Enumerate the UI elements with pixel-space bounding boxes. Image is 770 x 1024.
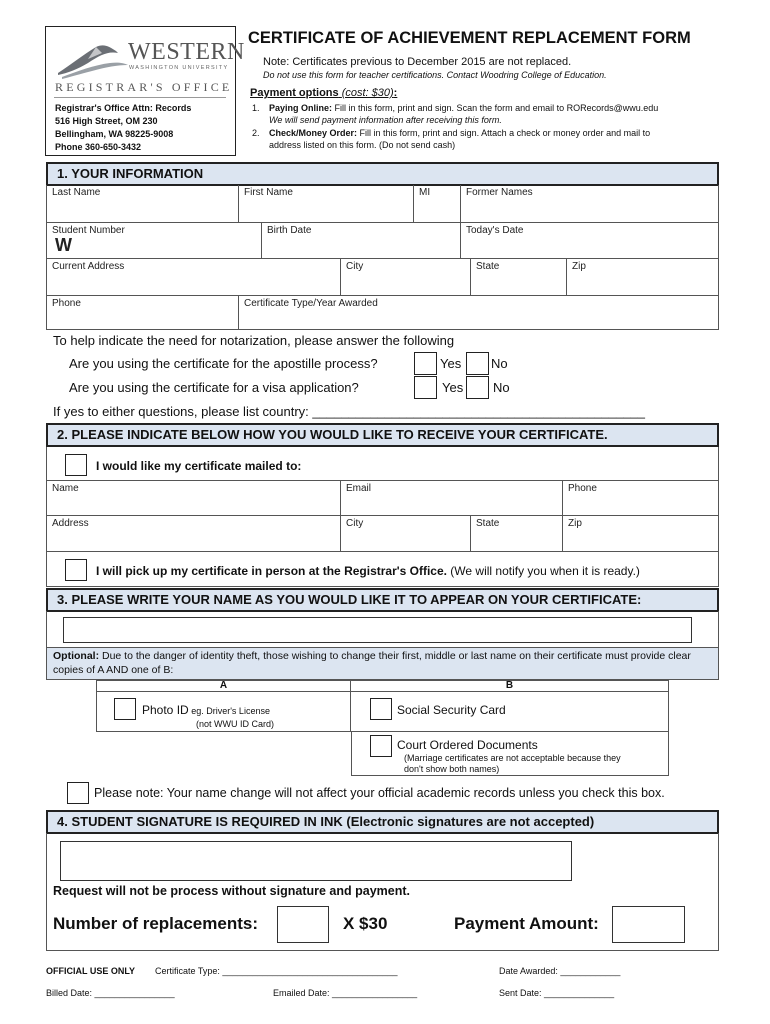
- mail-state-field[interactable]: [471, 516, 563, 552]
- address-line-4: Phone 360-650-3432: [55, 142, 142, 152]
- zip-field[interactable]: [567, 259, 719, 296]
- student-number-prefix: W: [55, 235, 72, 255]
- mail-city-field[interactable]: [341, 516, 471, 552]
- mailed-checkbox[interactable]: [65, 454, 87, 476]
- payment-amount-label: Payment Amount:: [454, 914, 599, 933]
- section1-header: 1. YOUR INFORMATION: [46, 162, 719, 186]
- times-price: X $30: [343, 914, 388, 933]
- num-replacements-input[interactable]: [277, 906, 329, 943]
- last-name-label: Last Name: [52, 187, 101, 198]
- apostille-no-checkbox[interactable]: [466, 352, 489, 375]
- pay1-number: 1.: [252, 103, 260, 113]
- apostille-yes-checkbox[interactable]: [414, 352, 437, 375]
- signature-box[interactable]: [60, 841, 572, 881]
- student-number-field[interactable]: [47, 223, 262, 259]
- photo-id-note: (not WWU ID Card): [196, 719, 275, 729]
- address-line-3: Bellingham, WA 98225-9008: [55, 129, 174, 139]
- address-line-1: Registrar's Office Attn: Records: [55, 103, 192, 113]
- court-docs-checkbox[interactable]: [370, 735, 392, 757]
- form-title: CERTIFICATE OF ACHIEVEMENT REPLACEMENT FORM: [248, 29, 691, 47]
- mail-zip-label: Zip: [568, 518, 582, 529]
- court-docs-note-2: don't show both names): [404, 764, 500, 774]
- current-address-field[interactable]: [47, 259, 341, 296]
- apostille-no-label: No: [491, 356, 508, 371]
- cert-type-label: Certificate Type/Year Awarded: [244, 298, 378, 309]
- pickup-note: (We will notify you when it is ready.): [446, 564, 640, 578]
- form-note: Note: Certificates previous to December 2015 are not replaced.: [263, 56, 572, 68]
- former-names-field[interactable]: [461, 185, 719, 223]
- pay2-bold: Check/Money Order:: [269, 128, 358, 138]
- pay1-text: Fill in this form, print and sign. Scan the form and email to RORecords@wwu.edu: [332, 103, 659, 113]
- registrar-address: [55, 102, 191, 154]
- please-note-text: Please note: Your name change will not affect your official academic records unless you check this box.: [94, 786, 665, 800]
- payment-options-heading: [250, 87, 397, 99]
- last-name-field[interactable]: [47, 185, 239, 223]
- city-label: City: [346, 261, 364, 272]
- mail-state-label: State: [476, 518, 500, 529]
- mail-address-label: Address: [52, 518, 89, 529]
- pickup-label: [96, 564, 640, 578]
- first-name-label: First Name: [244, 187, 293, 198]
- mail-email-field[interactable]: [341, 480, 563, 516]
- official-sent-date: Sent Date: ______________: [499, 988, 615, 998]
- ssc-checkbox[interactable]: [370, 698, 392, 720]
- logo-name: WESTERN: [128, 39, 245, 65]
- photo-id-small: eg. Driver's License: [188, 706, 270, 716]
- pay2-text: Fill in this form, print and sign. Attach a check or money order and mail to: [357, 128, 651, 138]
- official-date-awarded: Date Awarded: ____________: [499, 966, 621, 976]
- section3-header: 3. PLEASE WRITE YOUR NAME AS YOU WOULD LIKE IT TO APPEAR ON YOUR CERTIFICATE:: [46, 588, 719, 612]
- phone-field[interactable]: [47, 296, 239, 330]
- zip-label: Zip: [572, 261, 586, 272]
- student-number-label: Student Number: [52, 225, 125, 236]
- col-a-header: A: [96, 680, 351, 692]
- mountain-logo-icon: [58, 41, 128, 81]
- pay1-italic: We will send payment information after receiving this form.: [269, 115, 502, 125]
- ssc-label: Social Security Card: [397, 703, 506, 717]
- certificate-name-input[interactable]: [63, 617, 692, 643]
- mail-phone-field[interactable]: [563, 480, 719, 516]
- photo-id-checkbox[interactable]: [114, 698, 136, 720]
- payment-option-2: [252, 127, 722, 151]
- mi-label: MI: [419, 187, 431, 198]
- city-field[interactable]: [341, 259, 471, 296]
- birth-date-field[interactable]: [262, 223, 461, 259]
- phone-label: Phone: [52, 298, 81, 309]
- todays-date-label: Today's Date: [466, 225, 524, 236]
- section1-grid: [46, 185, 719, 330]
- divider: [54, 97, 226, 98]
- official-emailed-date: Emailed Date: _________________: [273, 988, 418, 998]
- visa-yes-checkbox[interactable]: [414, 376, 437, 399]
- pickup-checkbox[interactable]: [65, 559, 87, 581]
- first-name-field[interactable]: [239, 185, 414, 223]
- mail-address-field[interactable]: [47, 516, 341, 552]
- official-billed-date: Billed Date: ________________: [46, 988, 175, 998]
- apostille-yes-label: Yes: [440, 356, 462, 371]
- optional-text: Due to the danger of identity theft, those wishing to change their first, middle or last name on their certificate must provide clear copies of A AND one of B:: [53, 650, 691, 676]
- payment-title: Payment options: [250, 87, 339, 99]
- payment-colon: :: [393, 87, 398, 99]
- country-line[interactable]: If yes to either questions, please list country: ______________________________________________: [53, 404, 645, 419]
- form-note-italic: Do not use this form for teacher certifications. Contact Woodring College of Education.: [263, 70, 607, 80]
- logo-subtitle: WASHINGTON UNIVERSITY: [129, 65, 229, 71]
- section2-header: 2. PLEASE INDICATE BELOW HOW YOU WOULD LIKE TO RECEIVE YOUR CERTIFICATE.: [46, 423, 719, 447]
- state-label: State: [476, 261, 500, 272]
- optional-box: [46, 647, 719, 680]
- optional-bold: Optional:: [53, 650, 100, 662]
- visa-yes-label: Yes: [442, 380, 464, 395]
- state-field[interactable]: [471, 259, 567, 296]
- official-cert-type: Certificate Type: ___________________________________: [155, 966, 398, 976]
- mail-phone-label: Phone: [568, 483, 597, 494]
- section2-body: [46, 447, 719, 587]
- mail-zip-field[interactable]: [563, 516, 719, 552]
- question-visa: Are you using the certificate for a visa application?: [69, 380, 359, 395]
- pay2-text2: address listed on this form. (Do not send cash): [269, 140, 456, 150]
- mi-field[interactable]: [414, 185, 461, 223]
- registrar-info-box: [45, 26, 245, 156]
- birth-date-label: Birth Date: [267, 225, 312, 236]
- address-line-2: 516 High Street, OM 230: [55, 116, 158, 126]
- payment-cost: (cost: $30): [341, 87, 394, 99]
- col-b-header: B: [351, 680, 669, 692]
- num-replacements-label: Number of replacements:: [53, 914, 258, 933]
- photo-id-text: Photo ID: [142, 703, 189, 717]
- mail-email-label: Email: [346, 483, 372, 494]
- visa-no-label: No: [493, 380, 510, 395]
- current-address-label: Current Address: [52, 261, 125, 272]
- pay1-bold: Paying Online:: [269, 103, 333, 113]
- signature-warning: Request will not be process without signature and payment.: [53, 884, 410, 898]
- court-docs-note-1: (Marriage certificates are not acceptable because they: [404, 753, 621, 763]
- court-docs-label: Court Ordered Documents: [397, 738, 538, 752]
- pay2-number: 2.: [252, 128, 260, 138]
- mail-city-label: City: [346, 518, 364, 529]
- question-apostille: Are you using the certificate for the apostille process?: [69, 356, 378, 371]
- official-use-label: OFFICIAL USE ONLY: [46, 966, 136, 976]
- logo-office: REGISTRAR'S OFFICE: [55, 80, 233, 94]
- former-names-label: Former Names: [466, 187, 533, 198]
- payment-amount-input[interactable]: [612, 906, 685, 943]
- payment-option-1: [252, 102, 722, 126]
- notary-intro: To help indicate the need for notarization, please answer the following: [53, 333, 455, 348]
- visa-no-checkbox[interactable]: [466, 376, 489, 399]
- mail-name-field[interactable]: [47, 480, 341, 516]
- mail-name-label: Name: [52, 483, 79, 494]
- mailed-label: I would like my certificate mailed to:: [96, 459, 302, 473]
- name-change-records-checkbox[interactable]: [67, 782, 89, 804]
- cert-type-field[interactable]: [239, 296, 719, 330]
- section4-header: 4. STUDENT SIGNATURE IS REQUIRED IN INK (Electronic signatures are not accepted): [46, 810, 719, 834]
- pickup-bold: I will pick up my certificate in person at the Registrar's Office.: [96, 564, 447, 578]
- todays-date-field[interactable]: [461, 223, 719, 259]
- photo-id-label: [142, 703, 270, 717]
